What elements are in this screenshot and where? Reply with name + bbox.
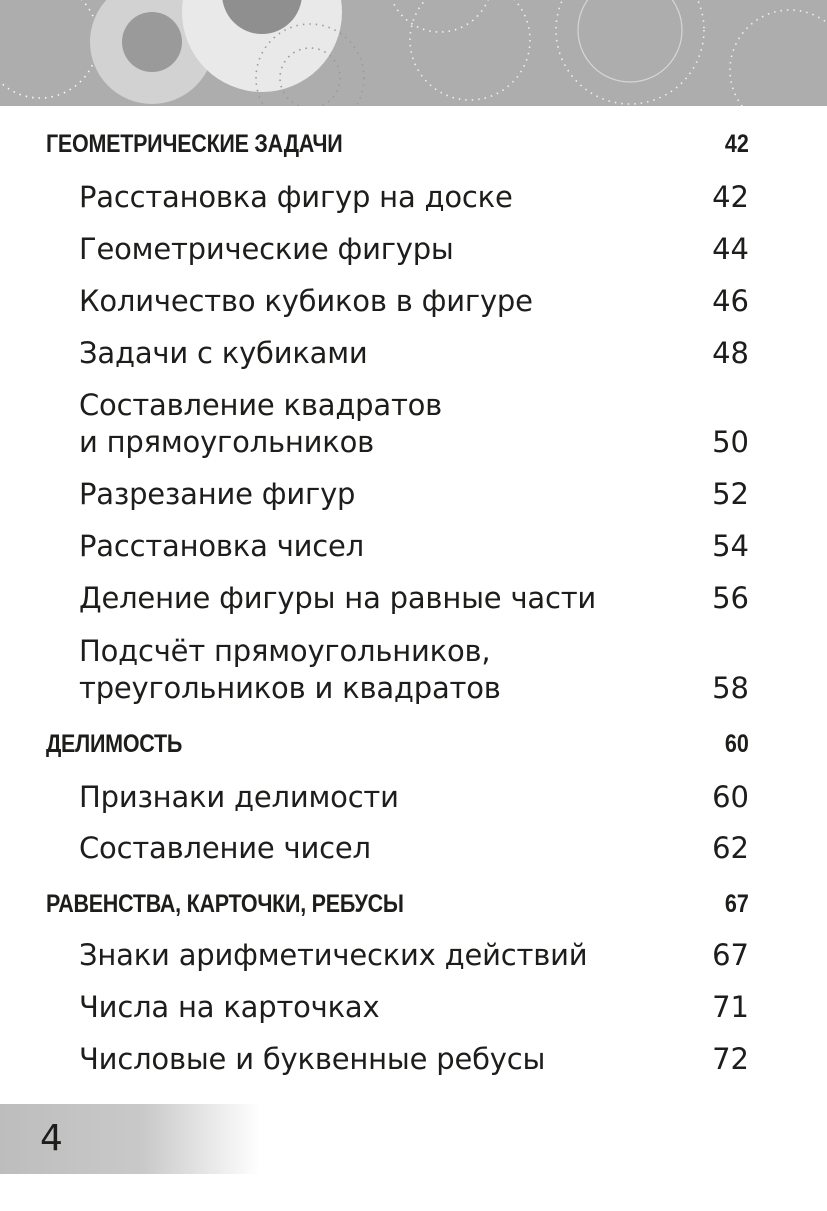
- item-title: Составление квадратов и прямоугольников: [79, 388, 443, 459]
- item-page-number: 72: [712, 1042, 749, 1076]
- item-title: Количество кубиков в фигуре: [79, 284, 533, 318]
- toc-section-equalities[interactable]: [0, 886, 827, 926]
- section-title: РАВЕНСТВА, КАРТОЧКИ, РЕБУСЫ: [46, 890, 404, 918]
- item-page-number: 62: [712, 831, 749, 865]
- toc-item[interactable]: [0, 179, 827, 219]
- footer-band: [0, 1104, 260, 1174]
- toc-item[interactable]: [0, 231, 827, 271]
- page-number: 4: [40, 1118, 63, 1159]
- item-title: Деление фигуры на равные части: [79, 581, 597, 615]
- item-page-number: 58: [712, 671, 749, 705]
- toc-item[interactable]: [0, 1041, 827, 1081]
- item-page-number: 48: [712, 336, 749, 370]
- section-title: ДЕЛИМОСТЬ: [46, 730, 183, 758]
- item-page-number: 46: [712, 284, 749, 318]
- toc-item[interactable]: [0, 387, 827, 465]
- toc-section-divisibility[interactable]: [0, 726, 827, 766]
- toc-item[interactable]: [0, 335, 827, 375]
- section-page-number: 67: [725, 890, 749, 918]
- item-title: Задачи с кубиками: [79, 336, 368, 370]
- toc-item[interactable]: [0, 830, 827, 870]
- item-title: Числа на карточках: [79, 990, 380, 1024]
- section-title: ГЕОМЕТРИЧЕСКИЕ ЗАДАЧИ: [46, 130, 343, 158]
- toc-item[interactable]: [0, 937, 827, 977]
- toc-item[interactable]: [0, 580, 827, 620]
- toc-item[interactable]: [0, 779, 827, 819]
- item-title: Знаки арифметических действий: [79, 938, 588, 972]
- item-title: Разрезание фигур: [79, 477, 356, 511]
- toc-item[interactable]: [0, 633, 827, 711]
- item-page-number: 42: [712, 180, 749, 214]
- item-page-number: 60: [712, 780, 749, 814]
- toc-item[interactable]: [0, 528, 827, 568]
- item-title: Числовые и буквенные ребусы: [79, 1042, 546, 1076]
- item-page-number: 44: [712, 232, 749, 266]
- item-page-number: 54: [712, 529, 749, 563]
- item-title: Признаки делимости: [79, 780, 399, 814]
- toc-section-geometry[interactable]: [0, 126, 827, 166]
- item-page-number: 50: [712, 425, 749, 459]
- item-page-number: 71: [712, 990, 749, 1024]
- section-page-number: 42: [725, 130, 749, 158]
- item-page-number: 67: [712, 938, 749, 972]
- item-title: Составление чисел: [79, 831, 371, 865]
- section-page-number: 60: [725, 730, 749, 758]
- item-title: Геометрические фигуры: [79, 232, 454, 266]
- header-decoration: [0, 0, 827, 106]
- circles-decoration-icon: [0, 0, 827, 106]
- item-title: Расстановка фигур на доске: [79, 180, 513, 214]
- item-page-number: 56: [712, 581, 749, 615]
- toc-item[interactable]: [0, 283, 827, 323]
- toc-item[interactable]: [0, 989, 827, 1029]
- item-title: Расстановка чисел: [79, 529, 365, 563]
- item-title: Подсчёт прямоугольников, треугольников и квадратов: [79, 634, 501, 705]
- toc-item[interactable]: [0, 476, 827, 516]
- item-page-number: 52: [712, 477, 749, 511]
